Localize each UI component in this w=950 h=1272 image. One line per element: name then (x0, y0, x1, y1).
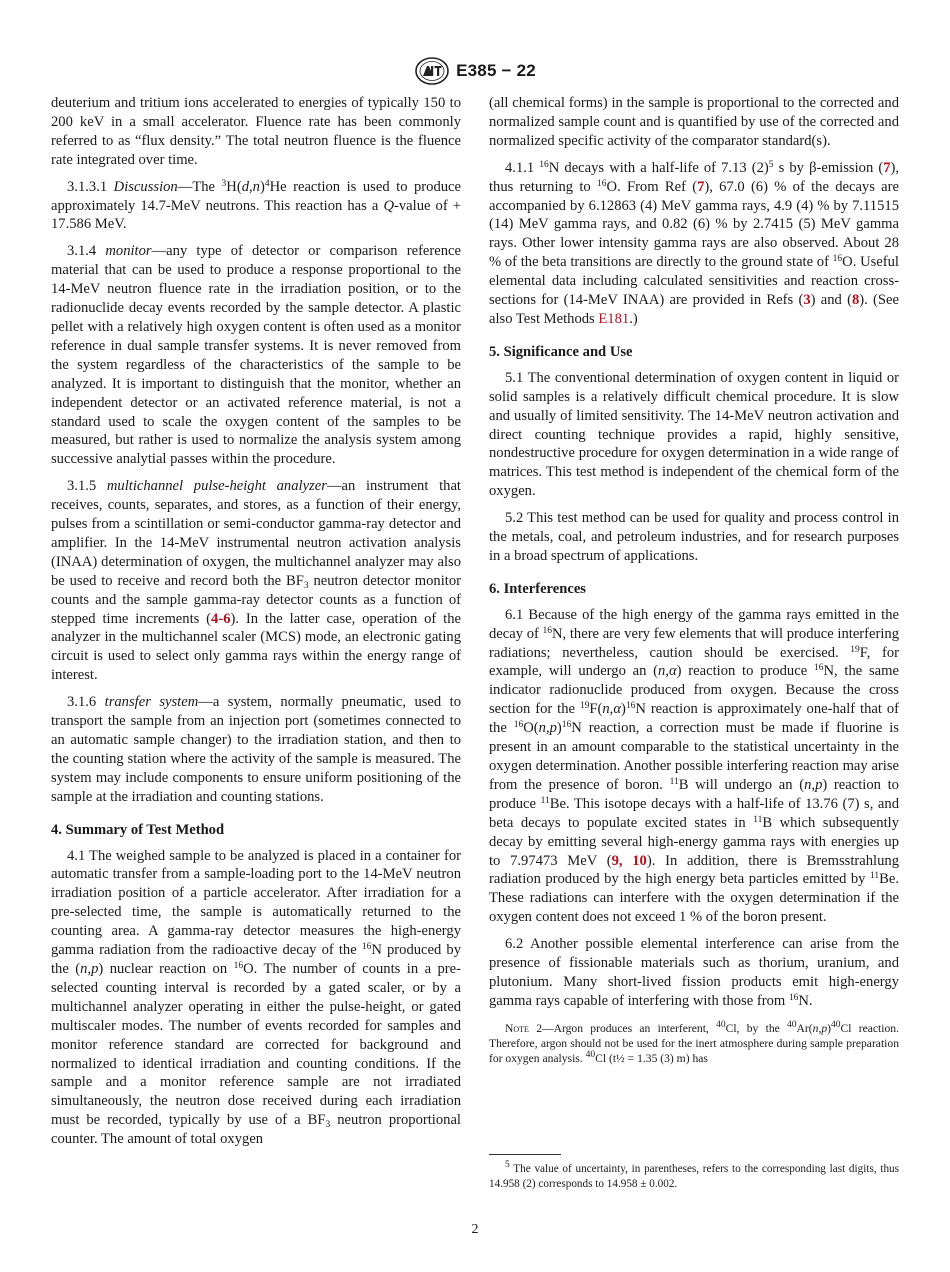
standard-designation: E385 − 22 (456, 61, 536, 80)
footnote-divider (489, 1154, 561, 1155)
paragraph-5-1: 5.1 The conventional determination of oxygen content in liquid or solid samples is a relatively difficult chemical procedure. It is slow and usually of limited sensitivity. The 14-MeV neutron activation and direct counting technique provides a rapid, highly sensitive, nondestructive procedure for oxygen determination in a wide range of matrices. This test method is independent of the chemical form of the oxygen. (489, 369, 899, 500)
standard-link-e181[interactable]: E181 (598, 310, 630, 327)
right-column (489, 94, 899, 1074)
paragraph-5-2: 5.2 This test method can be used for quality and process control in the metals, coal, and petroleum industries, and for research purposes in a broad spectrum of applications. (489, 510, 899, 564)
page-header (0, 56, 950, 86)
reference-link[interactable]: 9, 10 (611, 852, 647, 869)
paragraph-3-1-6-transfer-system: 3.1.6 transfer system—a system, normally pneumatic, used to transport the sample from an injection port (sometimes connected to an automatic sample changer) to the irradiation station, and then to the counting station where the activity of the sample is measured. The system may include components to ensure uniform positioning of the sample at the irradiation and counting stations. (51, 694, 462, 805)
note-label: Note 2 (505, 1021, 542, 1035)
paragraph-3-1-4-monitor: 3.1.4 monitor—any type of detector or comparison reference material that can be used to produce a response proportional to the 14-MeV neutron fluence rate in the irradiation position, or to the radionuclide decay events recorded by the sample detector. A plastic pellet with a relatively high oxygen content is often used as a monitor reference in dual sample transfer systems. It is never removed from the system regardless of the characteristics of the sample to be analyzed. It is important to distinguish that the monitor, whether an independent detector or an activated reference material, is not a standard used to scale the oxygen content of the samples to be measured, but rather is used to normalize the analysis system among successive analytial passes within the procedure. (51, 243, 461, 468)
reference-link[interactable]: 4-6 (211, 610, 231, 627)
astm-logo-icon (414, 56, 450, 86)
paragraph-6-2: 6.2 Another possible elemental interference can arise from the presence of fissionable materials such as thorium, uranium, and plutonium. Many short-lived fission products emit high-energy gamma rays capable of interfering with those from $^{16}$N. (489, 936, 899, 1009)
footnote-5: $^5$ The value of uncertainty, in parentheses, refers to the corresponding last digits, thus 14.958 (2) corresponds to 14.958 ± 0.002. (489, 1160, 899, 1191)
section-heading-5: 5. Significance and Use (489, 343, 633, 360)
left-column (51, 94, 461, 1157)
paragraph-4-1: 4.1 The weighed sample to be analyzed is placed in a container for automatic transfer from a sample-loading port to the 14-MeV neutron irradiation position of a particle accelerator. After irradiation for a pre-selected time, the sample is automatically returned to the counting area. A gamma-ray detector measures the high-energy gamma radiation from the radioactive decay of the $^{16}$N produced by the (n,p) nuclear reaction on $^{16}$O. The number of counts in a pre-selected counting interval is recorded by a gated scaler, or by a multichannel analyzer operating in either the pulse-height, or gated multiscaler modes. The number of events recorded for samples and monitor reference standard are corrected for background and normalized to identical irradiation and counting conditions. If the sample and a monitor reference sample are not irradiated simultaneously, the neutron dose received during each irradiation must be recorded, typically by use of a $BF_3$ neutron proportional counter. The amount of total oxygen (51, 847, 462, 1148)
page-number: 2 (471, 1222, 479, 1237)
paragraph-4-1-1: 4.1.1 $^{16}$N decays with a half-life of 7.13 $(2)^5$ s by β-emission (7), thus returning to $^{16}$O. From Ref (7), 67.0 (6) % of the decays are accompanied by 6.12863 (4) MeV gamma rays, 4.9 (4) % by 7.11515 (14) MeV gamma rays, and 0.82 (6) % by 2.7415 (5) MeV gamma rays. Other lower intensity gamma rays are also observed. About 28 % of the beta transitions are directly to the ground state of $^{16}$O. Useful elemental data including calculated sensitivities and reaction cross-sections for (14-MeV INAA) are provided in Refs (3) and (8). (See also Test Methods E181.) (489, 159, 900, 327)
reference-link[interactable]: 7 (697, 178, 705, 195)
paragraph-6-1: 6.1 Because of the high energy of the gamma rays emitted in the decay of $^{16}$N, there are very few elements that will produce interfering radiations; nevertheless, caution should be exercised. $^{19}$F, for example, will undergo an (n,α) reaction to produce $^{16}$N, the same indicator radionuclide produced from oxygen. Because the cross section for the $^{19}F(n,\alpha)^{16}N$ reaction is approximately one-half that of the $^{16}O(n,p)^{16}N$ reaction, a correction must be made if fluorine is present in an amount comparable to the statistical uncertainty in the oxygen determination. Another possible interfering reaction may arise from the presence of boron. $^{11}$B will undergo an (n,p) reaction to produce $^{11}$Be. This isotope decays with a half-life of 13.76 (7) s, and beta decays to populate excited states in $^{11}$B which subsequently decay by emitting several high-energy gamma rays with energies up to 7.97473 MeV (9, 10). In addition, there is Bremsstrahlung radiation produced by the high energy beta particles emitted by $^{11}$Be. These radiations can interfere with the oxygen determination if the oxygen content does not exceed 1 % of the boron present. (489, 606, 900, 926)
reference-link[interactable]: 8 (851, 292, 860, 309)
section-heading-6: 6. Interferences (489, 580, 586, 597)
reference-link[interactable]: 3 (803, 292, 811, 309)
note-2: Note 2—Argon produces an interferent, $^{40}$Cl, by the $^{40}Ar(n,p)^{40}Cl$ reaction. Therefore, argon should not be used for the inert atmosphere during sample preparation for oxygen analysis. $^{40}$Cl (t½ = 1.35 (3) m) has (489, 1019, 899, 1065)
paragraph-fluence-continued: deuterium and tritium ions accelerated to energies of typically 150 to 200 keV in a small accelerator. Fluence rate has been commonly referred to as “flux density.” The total neutron fluence is the fluence rate integrated over time. (51, 95, 461, 168)
paragraph-3-1-3-1: 3.1.3.1 Discussion—The $^3H(d,n)^4He$ reaction is used to produce approximately 14.7-MeV neutrons. This reaction has a Q-value of + 17.586 MeV. (51, 178, 462, 233)
section-heading-4: 4. Summary of Test Method (51, 821, 225, 838)
reference-link[interactable]: 7 (883, 159, 891, 176)
paragraph-3-1-5-analyzer: 3.1.5 multichannel pulse-height analyzer—an instrument that receives, counts, separates, and stores, as a function of their energy, pulses from a scintillation or semi-conductor gamma-ray detector and amplifier. In the 14-MeV instrumental neutron activation analysis (INAA) determination of oxygen, the multichannel analyzer may also be used to receive and record both the $BF_3$ neutron detector monitor counts and the sample gamma-ray detector counts as a function of stepped time increments (4-6). In the latter case, operation of the analyzer in the multichannel scaler (MCS) mode, an electronic gating circuit is used to select only gamma rays within the energy range of interest. (51, 478, 461, 684)
paragraph-4-1-continued: (all chemical forms) in the sample is proportional to the corrected and normalized sample count and is quantified by use of the corrected and normalized specific activity of the comparator standard(s). (489, 95, 899, 149)
